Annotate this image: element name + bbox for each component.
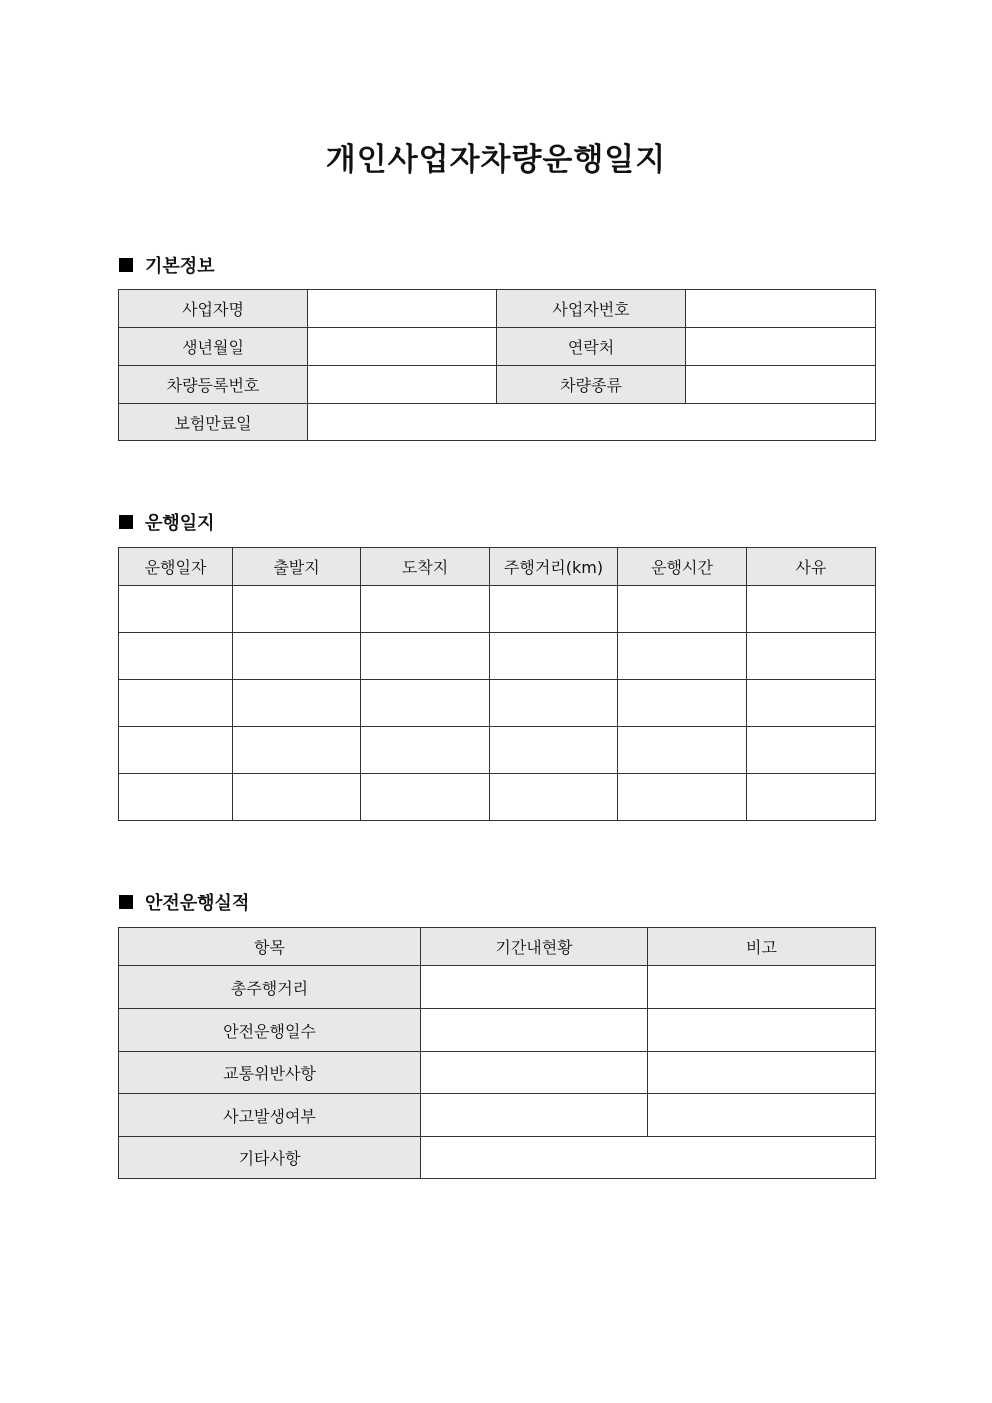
- label-business-number: 사업자번호: [497, 290, 686, 328]
- label-insurance-expiry: 보험만료일: [119, 404, 308, 441]
- table-cell[interactable]: [233, 727, 361, 774]
- table-cell[interactable]: [747, 633, 876, 680]
- field-violations-note[interactable]: [648, 1052, 876, 1094]
- label-birth-date: 생년월일: [119, 328, 308, 366]
- table-cell[interactable]: [361, 774, 490, 821]
- row-label-violations: 교통위반사항: [119, 1052, 421, 1094]
- square-bullet-icon: [119, 515, 133, 529]
- row-label-total-distance: 총주행거리: [119, 966, 421, 1009]
- column-header-distance: 주행거리(km): [490, 548, 618, 586]
- table-cell[interactable]: [233, 633, 361, 680]
- field-business-name[interactable]: [308, 290, 497, 328]
- table-cell[interactable]: [233, 680, 361, 727]
- column-header-arrival: 도착지: [361, 548, 490, 586]
- field-vehicle-reg-number[interactable]: [308, 366, 497, 404]
- square-bullet-icon: [119, 258, 133, 272]
- table-cell[interactable]: [747, 680, 876, 727]
- field-birth-date[interactable]: [308, 328, 497, 366]
- row-label-safe-days: 안전운행일수: [119, 1009, 421, 1052]
- field-safe-days-status[interactable]: [421, 1009, 648, 1052]
- column-header-reason: 사유: [747, 548, 876, 586]
- table-cell[interactable]: [490, 586, 618, 633]
- column-header-item: 항목: [119, 928, 421, 966]
- field-total-distance-status[interactable]: [421, 966, 648, 1009]
- field-contact[interactable]: [686, 328, 876, 366]
- table-cell[interactable]: [119, 727, 233, 774]
- table-cell[interactable]: [119, 774, 233, 821]
- page-title: 개인사업자차량운행일지: [325, 142, 667, 178]
- table-cell[interactable]: [119, 586, 233, 633]
- field-vehicle-type[interactable]: [686, 366, 876, 404]
- safety-record-table: [118, 927, 876, 1179]
- label-contact: 연락처: [497, 328, 686, 366]
- table-cell[interactable]: [119, 633, 233, 680]
- column-header-note: 비고: [648, 928, 876, 966]
- table-cell[interactable]: [233, 586, 361, 633]
- basic-info-table: [118, 289, 876, 441]
- table-cell[interactable]: [618, 633, 747, 680]
- row-label-accident: 사고발생여부: [119, 1094, 421, 1137]
- section-heading-safety: [119, 890, 249, 914]
- table-row: [119, 680, 876, 727]
- table-cell[interactable]: [618, 680, 747, 727]
- table-cell[interactable]: [119, 680, 233, 727]
- table-cell[interactable]: [361, 680, 490, 727]
- field-insurance-expiry[interactable]: [308, 404, 876, 441]
- field-violations-status[interactable]: [421, 1052, 648, 1094]
- table-cell[interactable]: [490, 680, 618, 727]
- table-row: [119, 586, 876, 633]
- field-accident-note[interactable]: [648, 1094, 876, 1137]
- table-cell[interactable]: [747, 727, 876, 774]
- section-heading-basic: [119, 253, 215, 277]
- table-cell[interactable]: [747, 774, 876, 821]
- section-heading-basic-text: 기본정보: [145, 256, 215, 277]
- table-cell[interactable]: [490, 774, 618, 821]
- table-cell[interactable]: [618, 727, 747, 774]
- table-row: [119, 727, 876, 774]
- column-header-status: 기간내현황: [421, 928, 648, 966]
- label-vehicle-reg-number: 차량등록번호: [119, 366, 308, 404]
- square-bullet-icon: [119, 895, 133, 909]
- field-total-distance-note[interactable]: [648, 966, 876, 1009]
- table-cell[interactable]: [361, 633, 490, 680]
- table-cell[interactable]: [361, 727, 490, 774]
- section-heading-log: [119, 510, 215, 534]
- table-cell[interactable]: [490, 633, 618, 680]
- table-cell[interactable]: [618, 774, 747, 821]
- row-label-other: 기타사항: [119, 1137, 421, 1179]
- field-other[interactable]: [421, 1137, 876, 1179]
- label-business-name: 사업자명: [119, 290, 308, 328]
- section-heading-safety-text: 안전운행실적: [145, 893, 250, 914]
- driving-log-table: [118, 547, 876, 821]
- table-cell[interactable]: [233, 774, 361, 821]
- field-business-number[interactable]: [686, 290, 876, 328]
- field-accident-status[interactable]: [421, 1094, 648, 1137]
- section-heading-log-text: 운행일지: [145, 513, 215, 534]
- column-header-time: 운행시간: [618, 548, 747, 586]
- table-cell[interactable]: [490, 727, 618, 774]
- table-cell[interactable]: [618, 586, 747, 633]
- table-cell[interactable]: [361, 586, 490, 633]
- table-row: [119, 774, 876, 821]
- table-row: [119, 633, 876, 680]
- label-vehicle-type: 차량종류: [497, 366, 686, 404]
- table-cell[interactable]: [747, 586, 876, 633]
- column-header-date: 운행일자: [119, 548, 233, 586]
- field-safe-days-note[interactable]: [648, 1009, 876, 1052]
- column-header-departure: 출발지: [233, 548, 361, 586]
